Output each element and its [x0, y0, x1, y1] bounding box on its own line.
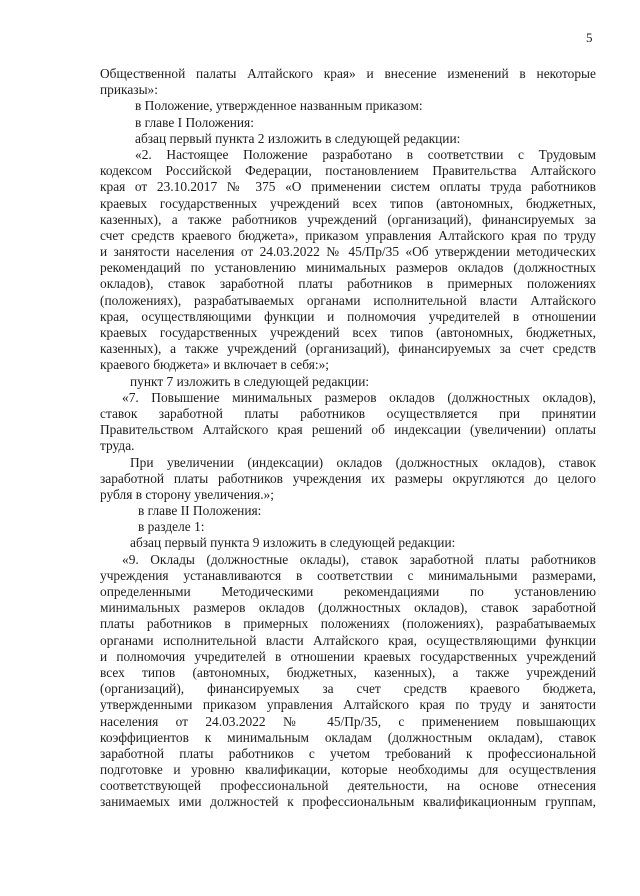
text-line: органами исполнительной власти Алтайского края, осуществляющими функции: [100, 632, 596, 648]
text-line: Общественной палаты Алтайского края» и внесение изменений в некоторые: [100, 66, 596, 81]
text-line: края, осуществляющими функции и полномочия учредителей в отношении: [100, 308, 596, 324]
text-line: минимальных размеров окладов (должностных окладов), ставок заработной: [100, 600, 596, 616]
document-body: [100, 66, 596, 811]
text-line: платы работников в примерных положениях (положениях), разрабатываемых: [100, 616, 596, 632]
text-line: «2. Настоящее Положение разработано в соответствии с Трудовым: [135, 146, 596, 162]
text-line: краевого бюджета» и включает в себя:»;: [100, 357, 330, 373]
text-line: всех типов (автономных, бюджетных, казенных), а также учреждений: [100, 664, 596, 680]
text-line: При увеличении (индексации) окладов (должностных окладов), ставок: [130, 454, 596, 470]
text-line: счет средств краевого бюджета», приказом управления Алтайского края по труду: [100, 227, 596, 243]
text-line: утвержденными приказом управления Алтайского края по труду и занятости: [100, 697, 596, 713]
text-line: окладов), ставок заработной платы работников в примерных положениях: [100, 276, 596, 292]
text-line: абзац первый пункта 2 изложить в следующей редакции:: [135, 130, 461, 146]
text-line: (положениях), разрабатываемых органами исполнительной власти Алтайского: [100, 292, 596, 308]
text-line: рубля в сторону увеличения.»;: [100, 486, 274, 502]
text-line: труда.: [100, 438, 135, 454]
text-line: краевых государственных учреждений всех типов (автономных, бюджетных,: [100, 195, 596, 211]
text-line: занимаемых ими должностей к профессиональным квалификационным группам,: [100, 794, 596, 810]
text-line: казенных), а также учреждений (организаций), финансируемых за счет средств: [100, 341, 596, 357]
text-line: края от 23.10.2017 № 375 «О применении систем оплаты труда работников: [100, 179, 596, 195]
text-line: в разделе 1:: [138, 519, 205, 535]
text-line: кодексом Российской Федерации, постановлением Правительства Алтайского: [100, 163, 596, 179]
text-line: абзац первый пункта 9 изложить в следующей редакции:: [130, 535, 456, 551]
text-line: определенными Методическими рекомендациями по установлению: [100, 584, 596, 599]
text-line: «9. Оклады (должностные оклады), ставок заработной платы работников: [122, 551, 596, 567]
text-line: в главе I Положения:: [135, 114, 254, 130]
text-line: и занятости населения от 24.03.2022 № 45/Пр/35 «Об утверждении методических: [100, 244, 596, 260]
text-line: пункт 7 изложить в следующей редакции:: [130, 373, 370, 389]
text-line: и полномочия учредителей в отношении краевых государственных учреждений: [100, 648, 596, 664]
text-line: ставок заработной платы работников осуществляется при принятии: [100, 405, 596, 421]
text-line: (организаций), финансируемых за счет средств краевого бюджета,: [100, 681, 596, 697]
text-line: коэффициентов к минимальным окладам (должностным окладам), ставок: [100, 729, 596, 745]
text-line: заработной платы работников с учетом требований к профессиональной: [100, 745, 596, 761]
text-line: соответствующей профессиональной деятельности, на основе отнесения: [100, 778, 596, 794]
text-line: подготовке и уровню квалификации, которые необходимы для осуществления: [100, 762, 596, 778]
text-line: приказы»:: [100, 82, 158, 98]
text-line: в Положение, утвержденное названным приказом:: [135, 98, 423, 114]
text-line: в главе II Положения:: [138, 503, 262, 519]
text-line: заработной платы работников учреждения их размеры округляются до целого: [100, 470, 596, 486]
text-line: рекомендаций по установлению минимальных размеров окладов (должностных: [100, 260, 596, 276]
text-line: краевых государственных учреждений всех типов (автономных, бюджетных,: [100, 325, 596, 340]
text-line: казенных), а также работников учреждений (организаций), финансируемых за: [100, 211, 596, 227]
page-number: 5: [586, 30, 593, 45]
text-line: населения от 24.03.2022 № 45/Пр/35, с применением повышающих: [100, 713, 596, 729]
text-line: Правительством Алтайского края решений об индексации (увеличении) оплаты: [100, 422, 596, 438]
text-line: учреждения устанавливаются в соответствии с минимальными размерами,: [100, 567, 596, 583]
text-line: «7. Повышение минимальных размеров окладов (должностных окладов),: [122, 389, 596, 405]
